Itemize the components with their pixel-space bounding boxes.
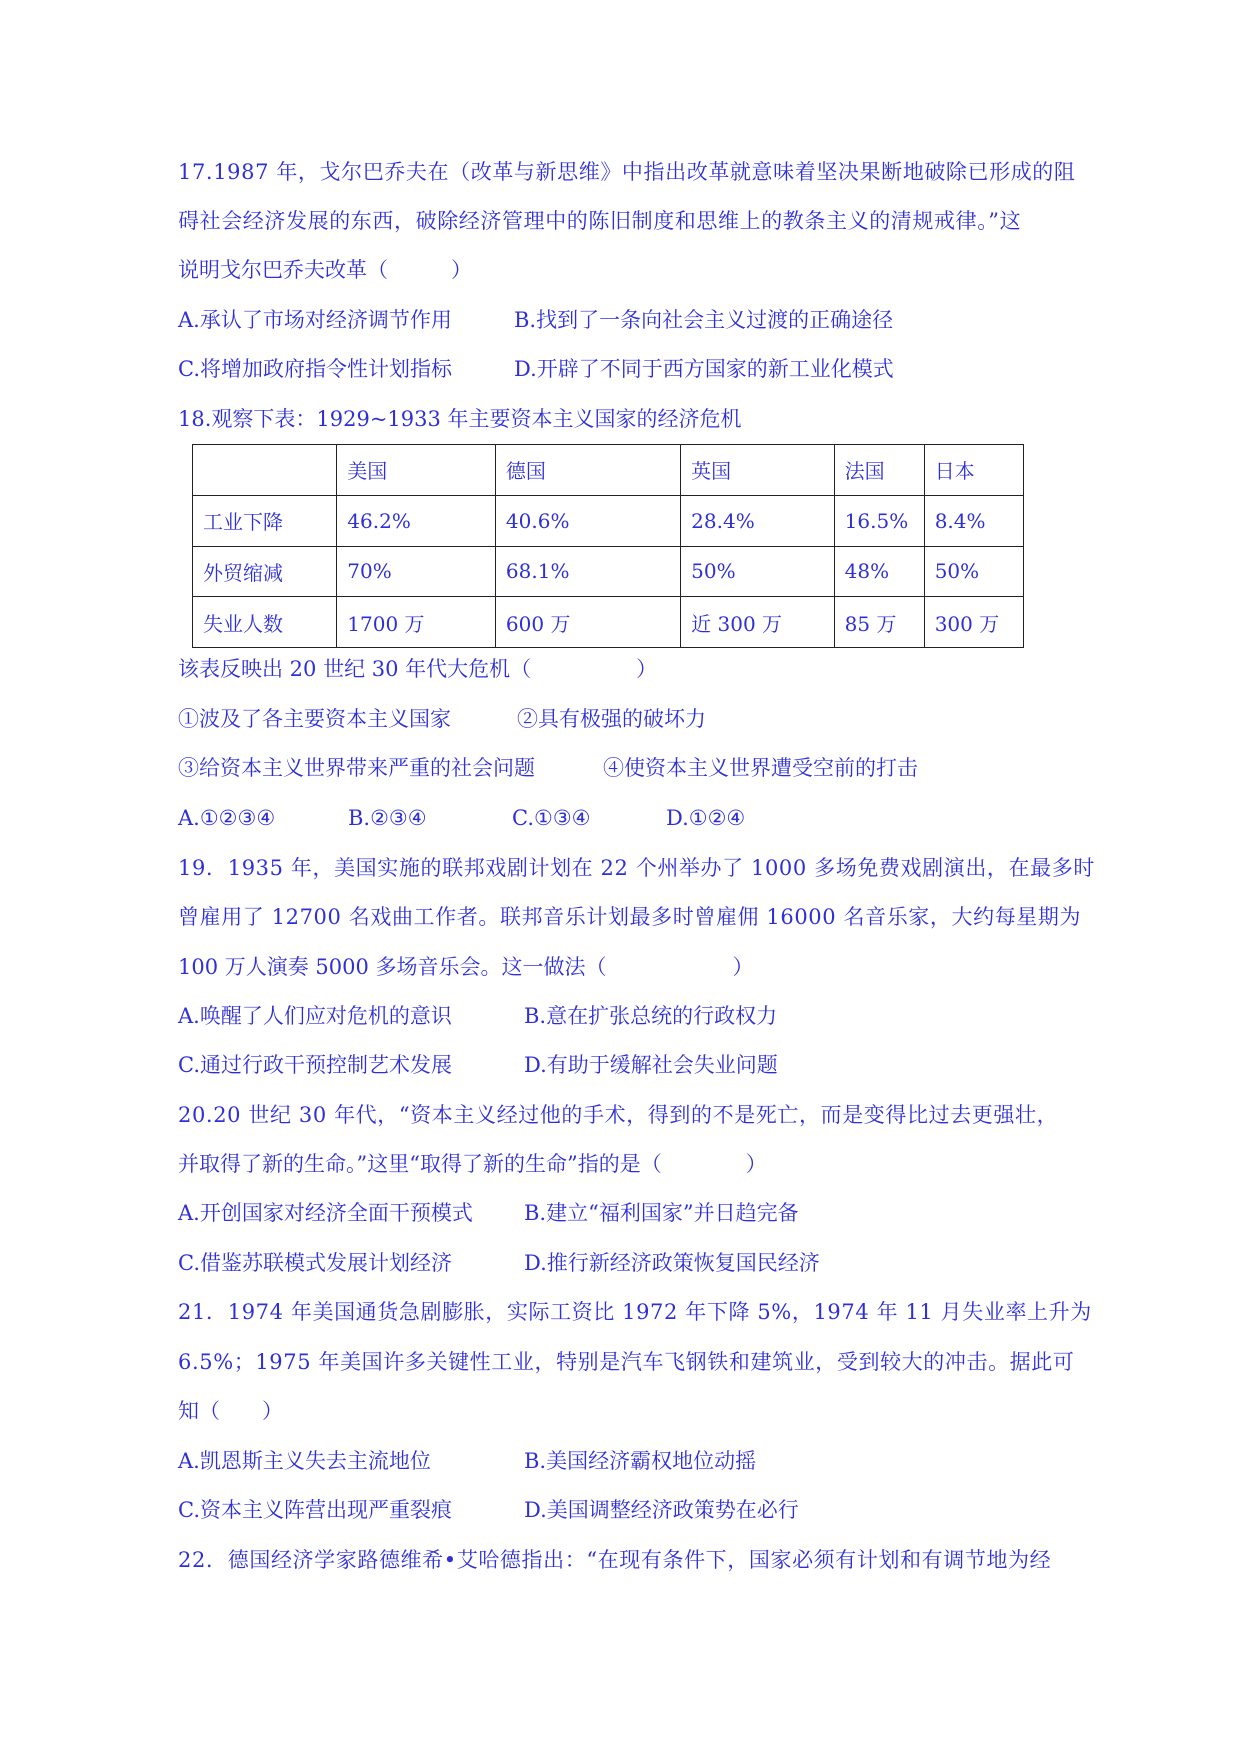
table-cell: 50% (924, 546, 1023, 597)
q19-option-b: B.意在扩张总统的行政权力 (524, 1004, 778, 1028)
table-cell: 8.4% (924, 495, 1023, 546)
q18-option-d: D.①②④ (666, 806, 746, 830)
table-cell: 68.1% (495, 546, 680, 597)
table-header-cell: 德国 (495, 445, 680, 496)
q21-option-c: C.资本主义阵营出现严重裂痕 (178, 1498, 452, 1522)
q18-item-1: ①波及了各主要资本主义国家 (178, 707, 451, 731)
q17-option-d: D.开辟了不同于西方国家的新工业化模式 (514, 357, 894, 381)
q20-option-d: D.推行新经济政策恢复国民经济 (524, 1251, 820, 1275)
q20-option-c: C.借鉴苏联模式发展计划经济 (178, 1251, 452, 1275)
q20-option-a: A.开创国家对经济全面干预模式 (178, 1201, 473, 1225)
q19-stem-line3: 100 万人演奏 5000 多场音乐会。这一做法（ ） (178, 955, 754, 979)
table-row-label: 失业人数 (193, 597, 337, 648)
table-cell: 近 300 万 (681, 597, 835, 648)
table-cell: 85 万 (834, 597, 924, 648)
q21-stem-line1: 21. 1974 年美国通货急剧膨胀，实际工资比 1972 年下降 5%，1974 年 11 月失业率上升为 (178, 1300, 1092, 1324)
q22-stem-line1: 22. 德国经济学家路德维希•艾哈德指出：“在现有条件下，国家必须有计划和有调节地为经 (178, 1548, 1052, 1572)
table-cell: 46.2% (337, 495, 496, 546)
table-row (193, 546, 1024, 597)
table-row (193, 495, 1024, 546)
q18-option-c: C.①③④ (512, 806, 591, 830)
table-cell: 16.5% (834, 495, 924, 546)
table-cell: 28.4% (681, 495, 835, 546)
q18-option-b: B.②③④ (348, 806, 427, 830)
table-row-label: 外贸缩减 (193, 546, 337, 597)
table-cell: 40.6% (495, 495, 680, 546)
q20-option-b: B.建立“福利国家”并日趋完备 (524, 1201, 799, 1225)
q19-option-c: C.通过行政干预控制艺术发展 (178, 1053, 452, 1077)
q17-stem-line1: 17.1987 年，戈尔巴乔夫在（改革与新思维》中指出改革就意味着坚决果断地破除已形成的阻 (178, 160, 1076, 184)
q21-stem-line2: 6.5%；1975 年美国许多关键性工业，特别是汽车飞钢铁和建筑业，受到较大的冲击。据此可 (178, 1350, 1075, 1374)
q21-option-d: D.美国调整经济政策势在必行 (524, 1498, 799, 1522)
q21-stem-line3: 知（ ） (178, 1399, 283, 1423)
table-header-cell: 英国 (681, 445, 835, 496)
q19-option-a: A.唤醒了人们应对危机的意识 (178, 1004, 452, 1028)
table-row-label: 工业下降 (193, 495, 337, 546)
table-cell: 1700 万 (337, 597, 496, 648)
q18-option-a: A.①②③④ (178, 806, 276, 830)
q17-option-b: B.找到了一条向社会主义过渡的正确途径 (514, 308, 894, 332)
table-cell: 600 万 (495, 597, 680, 648)
q18-question: 该表反映出 20 世纪 30 年代大危机（ ） (178, 657, 658, 681)
table-cell: 300 万 (924, 597, 1023, 648)
q17-option-a: A.承认了市场对经济调节作用 (178, 308, 452, 332)
q20-stem-line2: 并取得了新的生命。”这里“取得了新的生命”指的是（ ） (178, 1152, 767, 1176)
q18-stem: 18.观察下表：1929~1933 年主要资本主义国家的经济危机 (178, 407, 742, 431)
q18-item-4: ④使资本主义世界遭受空前的打击 (603, 756, 918, 780)
table-cell: 48% (834, 546, 924, 597)
table-header-cell: 美国 (337, 445, 496, 496)
q17-option-c: C.将增加政府指令性计划指标 (178, 357, 452, 381)
table-row (193, 597, 1024, 648)
q21-option-b: B.美国经济霸权地位动摇 (524, 1449, 757, 1473)
q20-stem-line1: 20.20 世纪 30 年代，“资本主义经过他的手术，得到的不是死亡，而是变得比过去更强壮， (178, 1103, 1059, 1127)
q18-item-2: ②具有极强的破坏力 (517, 707, 706, 731)
q17-stem-line2: 碍社会经济发展的东西，破除经济管理中的陈旧制度和思维上的教条主义的清规戒律。”这 (178, 209, 1022, 233)
table-header-cell: 日本 (924, 445, 1023, 496)
table-cell: 70% (337, 546, 496, 597)
table-header-row (193, 445, 1024, 496)
table-header-cell (193, 445, 337, 496)
table-header-cell: 法国 (834, 445, 924, 496)
q21-option-a: A.凯恩斯主义失去主流地位 (178, 1449, 431, 1473)
q19-option-d: D.有助于缓解社会失业问题 (524, 1053, 778, 1077)
q18-item-3: ③给资本主义世界带来严重的社会问题 (178, 756, 535, 780)
q17-stem-line3: 说明戈尔巴乔夫改革（ ） (178, 258, 472, 282)
table-cell: 50% (681, 546, 835, 597)
q19-stem-line1: 19. 1935 年，美国实施的联邦戏剧计划在 22 个州举办了 1000 多场免费戏剧演出，在最多时 (178, 856, 1095, 880)
q19-stem-line2: 曾雇用了 12700 名戏曲工作者。联邦音乐计划最多时曾雇佣 16000 名音乐家，大约每星期为 (178, 905, 1082, 929)
economic-crisis-table (192, 444, 1024, 648)
